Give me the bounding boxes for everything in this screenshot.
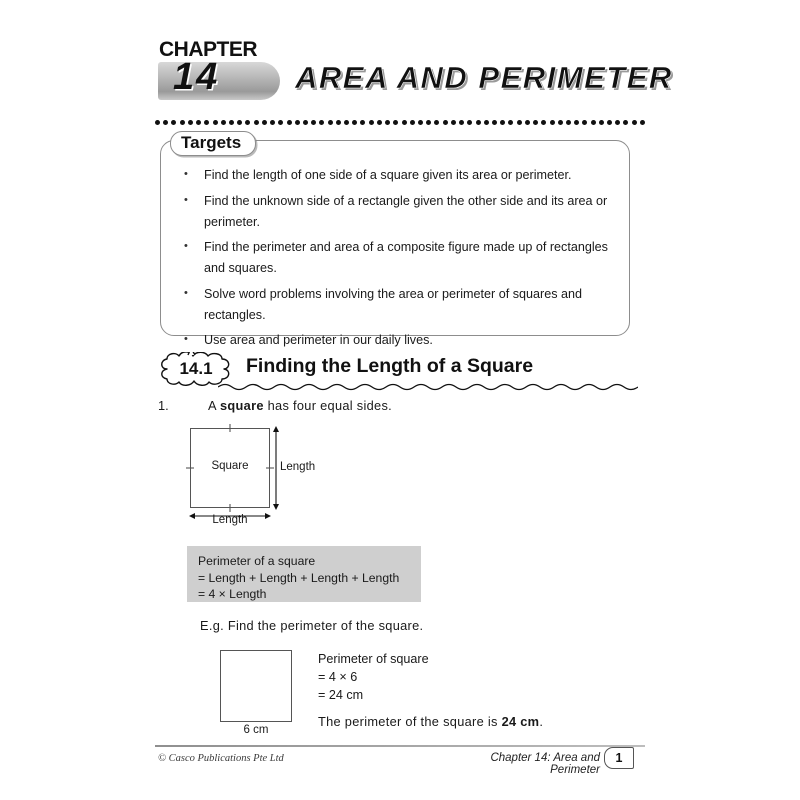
item-text-bold: square (220, 398, 264, 413)
target-item: • Find the unknown side of a rectangle given the other side and its area or perimeter. (182, 191, 612, 233)
chapter-badge (155, 38, 285, 104)
targets-tab-label: Targets (170, 131, 256, 156)
target-item: • Find the perimeter and area of a composite figure made up of rectangles and squares. (182, 237, 612, 279)
square-bottom-dimension-label: Length (212, 514, 248, 526)
section-heading (158, 352, 638, 398)
item-text (208, 398, 392, 413)
perimeter-formula-box (187, 546, 421, 602)
example-prompt (200, 618, 423, 633)
example-work-line-2: = 4 × 6 (318, 670, 358, 684)
target-item: • Solve word problems involving the area or perimeter of squares and rectangles. (182, 284, 612, 326)
footer-copyright: © Casco Publications Pte Ltd (158, 753, 284, 764)
dotted-divider (155, 120, 645, 126)
formula-line-3: = 4 × Length (198, 587, 267, 601)
item-text-before: A (208, 398, 220, 413)
targets-list (182, 165, 612, 356)
square-diagram (175, 420, 345, 532)
target-item: • Use area and perimeter in our daily lives. (182, 330, 612, 351)
footer-page-number: 1 (604, 747, 634, 769)
example-work-line-3: = 24 cm (318, 688, 364, 702)
chapter-number-label: 14 (173, 56, 220, 98)
example-conclusion (318, 714, 543, 729)
conclusion-after: . (539, 714, 544, 729)
section-title: Finding the Length of a Square (246, 355, 534, 377)
example-work-line-1: Perimeter of square (318, 652, 429, 666)
conclusion-before: The perimeter of the square is (318, 714, 502, 729)
chapter-header (155, 38, 673, 110)
wavy-underline (218, 382, 638, 392)
chapter-word-label: CHAPTER (159, 38, 258, 61)
formula-line-2: = Length + Length + Length + Length (198, 570, 400, 585)
example-square-shape (220, 650, 292, 722)
footer-chapter-reference: Chapter 14: Area and Perimeter (490, 752, 600, 776)
example-label: E.g. (200, 618, 224, 633)
square-inner-label: Square (211, 460, 249, 472)
formula-line-1: Perimeter of a square (198, 554, 316, 568)
item-number: 1. (158, 398, 169, 413)
footer-divider (155, 745, 645, 747)
chapter-title: AREA AND PERIMETER (295, 60, 673, 95)
example-question: Find the perimeter of the square. (227, 618, 424, 633)
section-number: 14.1 (179, 359, 213, 378)
target-item: • Find the length of one side of a square given its area or perimeter. (182, 165, 612, 186)
example-square-label: 6 cm (243, 724, 269, 736)
conclusion-answer: 24 cm (501, 714, 540, 729)
item-text-after: has four equal sides. (263, 398, 393, 413)
square-right-dimension-label: Length (280, 461, 316, 473)
example-working (318, 650, 608, 704)
